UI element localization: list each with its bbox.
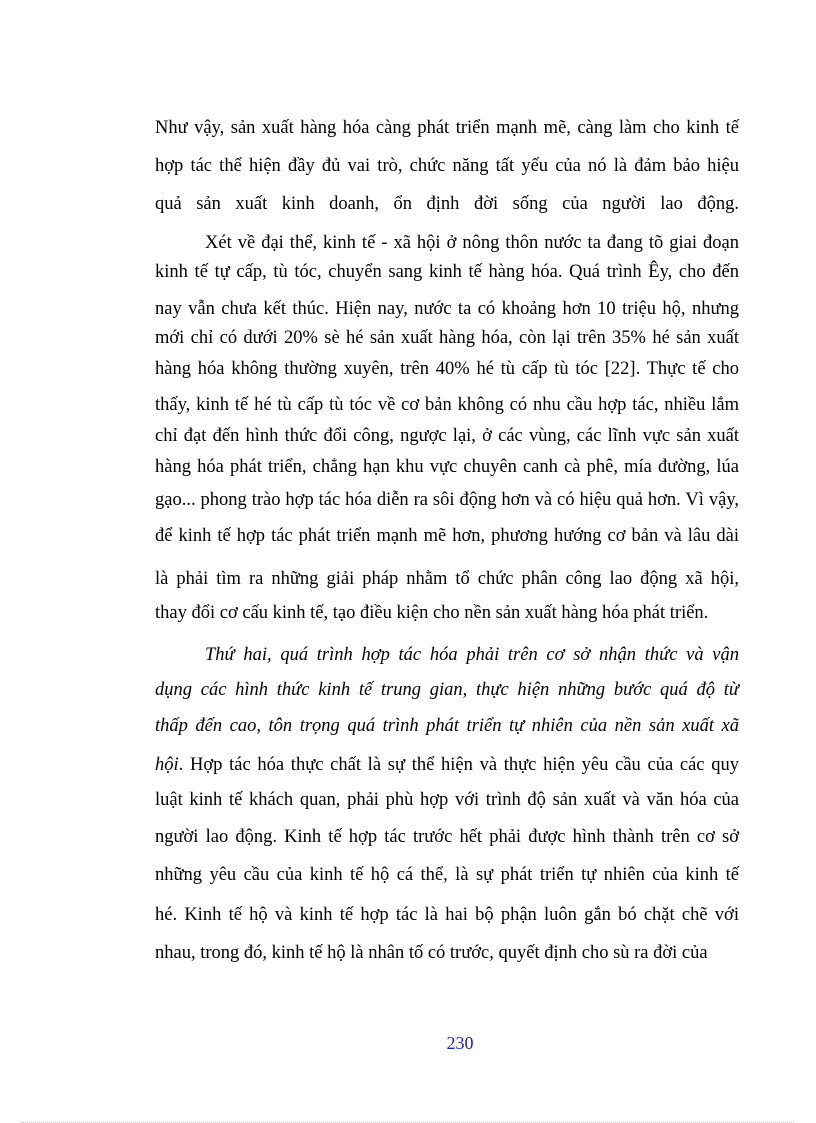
text-fragment: . Hợp tác hóa thực chất là sự thể hiện và thực hiện yêu cầu của các quy bbox=[178, 755, 739, 775]
text-line: nay vẫn chưa kết thúc. Hiện nay, nước ta có khoảng hơn 10 triệu hộ, nhưng bbox=[155, 299, 739, 319]
italic-fragment: hội bbox=[155, 755, 179, 775]
text-line: để kinh tế hợp tác phát triển mạnh mẽ hơn, phương hướng cơ bản và lâu dài bbox=[155, 526, 739, 546]
text-line: hé. Kinh tế hộ và kinh tế hợp tác là hai bộ phận luôn gắn bó chặt chẽ với bbox=[155, 905, 739, 925]
text-line: hàng hóa không thường xuyên, trên 40% hé tù cấp tù tóc [22]. Thực tế cho bbox=[155, 359, 739, 379]
text-line: Như vậy, sản xuất hàng hóa càng phát triển mạnh mẽ, càng làm cho kinh tế bbox=[155, 118, 739, 138]
page-number: 230 bbox=[446, 1033, 474, 1053]
text-line: kinh tế tự cấp, tù tóc, chuyển sang kinh tế hàng hóa. Quá trình Êy, cho đến bbox=[155, 262, 739, 282]
text-line: luật kinh tế khách quan, phải phù hợp với trình độ sản xuất và văn hóa của bbox=[155, 790, 739, 810]
text-line: là phải tìm ra những giải pháp nhằm tổ chức phân công lao động xã hội, bbox=[155, 569, 739, 589]
text-line: chỉ đạt đến hình thức đổi công, ngược lại, ở các vùng, các lĩnh vực sản xuất bbox=[155, 426, 739, 446]
text-line: gạo... phong trào hợp tác hóa diễn ra sôi động hơn và có hiệu quả hơn. Vì vậy, bbox=[155, 490, 739, 510]
text-line: hợp tác thể hiện đầy đủ vai trò, chức năng tất yếu của nó là đảm bảo hiệu bbox=[155, 156, 739, 176]
text-line: những yêu cầu của kinh tế hộ cá thể, là sự phát triển tự nhiên của kinh tế bbox=[155, 865, 739, 885]
text-line-italic: Thứ hai, quá trình hợp tác hóa phải trên cơ sở nhận thức và vận bbox=[205, 645, 739, 665]
text-line: người lao động. Kinh tế hợp tác trước hết phải được hình thành trên cơ sở bbox=[155, 827, 739, 847]
text-line: mới chỉ có dưới 20% sè hé sản xuất hàng hóa, còn lại trên 35% hé sản xuất bbox=[155, 328, 739, 348]
text-line: thay đổi cơ cấu kinh tế, tạo điều kiện cho nền sản xuất hàng hóa phát triển. bbox=[155, 603, 709, 623]
text-line: Xét về đại thể, kinh tế - xã hội ở nông thôn nước ta đang tõ giai đoạn bbox=[205, 233, 739, 253]
text-line: hàng hóa phát triển, chẳng hạn khu vực chuyên canh cà phê, mía đường, lúa bbox=[155, 457, 739, 477]
text-line-italic: thấp đến cao, tôn trọng quá trình phát triển tự nhiên của nền sản xuất xã bbox=[155, 716, 739, 736]
text-line: quả sản xuất kinh doanh, ổn định đời sống của người lao động. bbox=[155, 194, 739, 214]
text-line-italic: dụng các hình thức kinh tế trung gian, thực hiện những bước quá độ từ bbox=[155, 680, 739, 700]
text-line: thấy, kinh tế hé tù cấp tù tóc về cơ bản không có nhu cầu hợp tác, nhiều lắm bbox=[155, 395, 739, 415]
text-line bbox=[155, 753, 739, 777]
text-line: nhau, trong đó, kinh tế hộ là nhân tố có trước, quyết định cho sù ra đời của bbox=[155, 943, 708, 963]
